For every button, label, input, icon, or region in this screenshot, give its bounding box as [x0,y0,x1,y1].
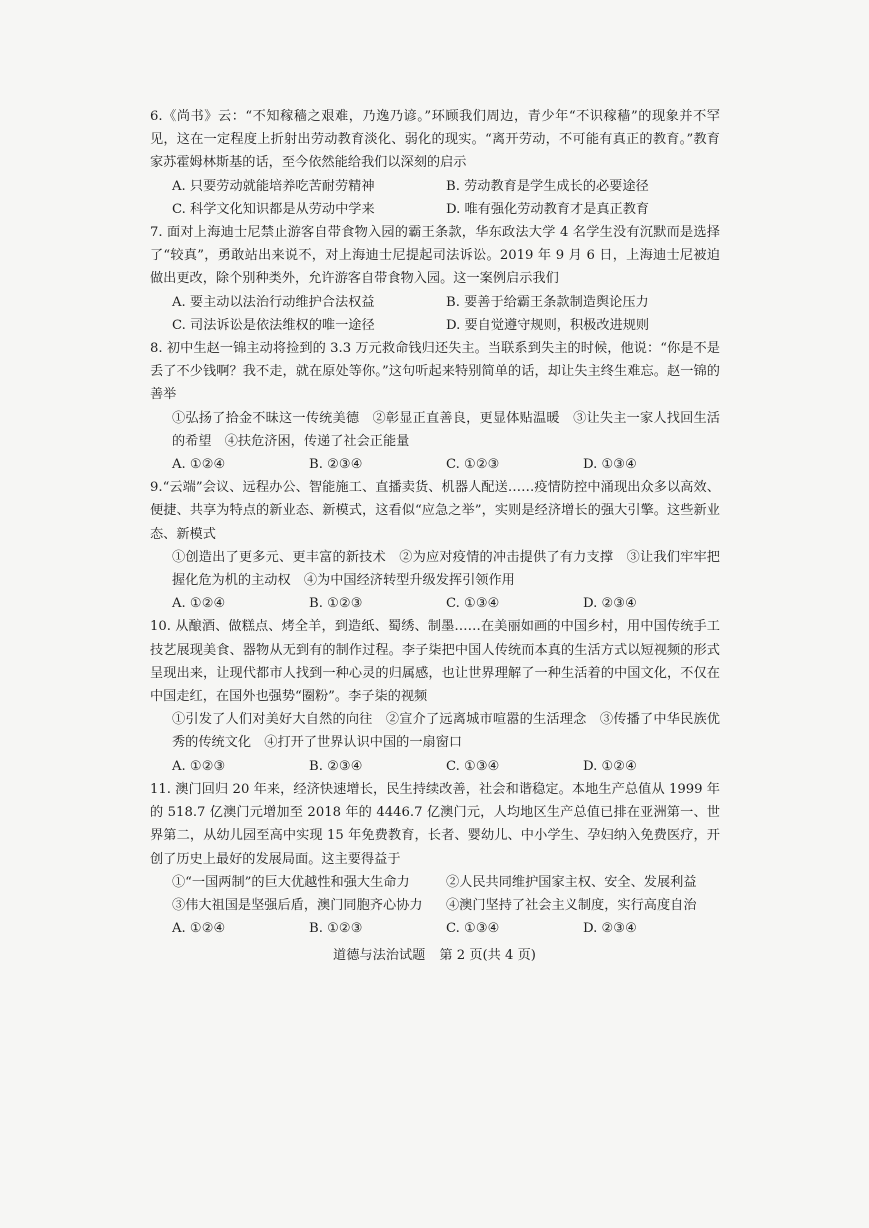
question-11-options [150,917,720,940]
page-footer [0,944,869,963]
question-9 [150,476,720,615]
option-d: D. ②③④ [583,596,637,612]
question-7-stem: 7. 面对上海迪士尼禁止游客自带食物入园的霸王条款，华东政法大学 4 名学生没有沉默而是选择了“较真”，勇敢站出来说不，对上海迪士尼提起司法诉讼。2019 年 9 月 6 日，上海迪士尼被迫做出更改，除个别种类外，允许游客自带食物入园。这一案例启示我们 [150,225,720,287]
question-9-statements: ①创造出了更多元、更丰富的新技术 ②为应对疫情的冲击提供了有力支撑 ③让我们牢牢把握化危为机的主动权 ④为中国经济转型升级发挥引领作用 [172,549,720,589]
option-b: B. ①②③ [309,596,363,612]
option-d: D. ②③④ [583,921,637,937]
statement-2: ②人民共同维护国家主权、安全、发展利益 [446,874,697,890]
question-6-options [150,175,720,221]
question-10 [150,615,720,777]
option-c: C. 司法诉讼是依法维权的唯一途径 [172,317,375,333]
option-c: C. ①②③ [446,457,500,473]
option-d: D. ①③④ [583,457,637,473]
footer-subject: 道德与法治试题 [333,948,426,963]
question-7-options [150,291,720,337]
option-c: C. ①③④ [446,921,500,937]
question-8 [150,337,720,476]
question-10-statements: ①引发了人们对美好大自然的向往 ②宣介了远离城市喧嚣的生活理念 ③传播了中华民族优秀的传统文化 ④打开了世界认识中国的一扇窗口 [172,712,720,751]
question-10-options [150,755,720,778]
statement-1: ①“一国两制”的巨大优越性和强大生命力 [172,874,410,890]
question-6 [150,105,720,221]
question-7 [150,221,720,337]
question-10-stem: 10. 从酿酒、做糕点、烤全羊，到造纸、蜀绣、制墨……在美丽如画的中国乡村，用中国传统手工技艺展现美食、器物从无到有的制作过程。李子柒把中国人传统而本真的生活方式以短视频的形式呈现出来，让现代都市人找到一种心灵的归属感，也让世界理解了一种生活着的中国文化，不仅在中国走红，在国外也强势“圈粉”。李子柒的视频 [150,619,720,705]
option-b: B. 要善于给霸王条款制造舆论压力 [446,294,649,310]
option-c: C. ①③④ [446,596,500,612]
option-d: D. ①②④ [583,758,637,774]
option-b: B. ②③④ [309,457,363,473]
option-d: D. 要自觉遵守规则，积极改进规则 [446,317,650,333]
option-d: D. 唯有强化劳动教育才是真正教育 [446,201,650,217]
option-b: B. 劳动教育是学生成长的必要途径 [446,178,649,194]
question-9-stem: 9.“云端”会议、远程办公、智能施工、直播卖货、机器人配送……疫情防控中涌现出众多以高效、便捷、共享为特点的新业态、新模式，这看似“应急之举”，实则是经济增长的强大引擎。这些新业态、新模式 [150,480,720,542]
question-11 [150,778,720,940]
question-list [150,105,720,940]
question-8-stem: 8. 初中生赵一锦主动将捡到的 3.3 万元救命钱归还失主。当联系到失主的时候，他说：“你是不是丢了不少钱啊？我不走，就在原处等你。”这句听起来特别简单的话，却让失主终生难忘。赵一锦的善举 [150,341,720,403]
footer-page-number: 第 2 页(共 4 页) [439,948,536,963]
option-b: B. ①②③ [309,921,363,937]
question-9-options [150,592,720,615]
question-11-stem: 11. 澳门回归 20 年来，经济快速增长，民生持续改善，社会和谐稳定。本地生产总值从 1999 年的 518.7 亿澳门元增加至 2018 年的 4446.7 亿澳门元，人均地区生产总值已排在亚洲第一、世界第二，从幼儿园至高中实现 15 年免费教育，长者、婴幼儿、中小学生、孕妇纳入免费医疗，开创了历史上最好的发展局面。这主要得益于 [150,781,720,867]
statement-4: ④澳门坚持了社会主义制度，实行高度自治 [446,897,697,913]
option-a: A. 要主动以法治行动维护合法权益 [172,294,375,310]
option-a: A. 只要劳动就能培养吃苦耐劳精神 [172,178,375,194]
question-8-options [150,453,720,476]
option-a: A. ①②④ [172,596,226,612]
question-11-statements [150,871,720,917]
option-a: A. ①②④ [172,457,226,473]
question-8-statements: ①弘扬了拾金不昧这一传统美德 ②彰显正直善良，更显体贴温暖 ③让失主一家人找回生活的希望 ④扶危济困，传递了社会正能量 [172,410,720,449]
option-c: C. 科学文化知识都是从劳动中学来 [172,201,375,217]
option-a: A. ①②③ [172,758,226,774]
question-6-stem: 6.《尚书》云：“不知稼穑之艰难，乃逸乃谚。”环顾我们周边，青少年“不识稼穑”的现象并不罕见，这在一定程度上折射出劳动教育淡化、弱化的现实。“离开劳动，不可能有真正的教育。”教育家苏霍姆林斯基的话，至今依然能给我们以深刻的启示 [150,109,720,171]
statement-3: ③伟大祖国是坚强后盾，澳门同胞齐心协力 [172,897,423,913]
option-a: A. ①②④ [172,921,226,937]
option-b: B. ②③④ [309,758,363,774]
option-c: C. ①③④ [446,758,500,774]
